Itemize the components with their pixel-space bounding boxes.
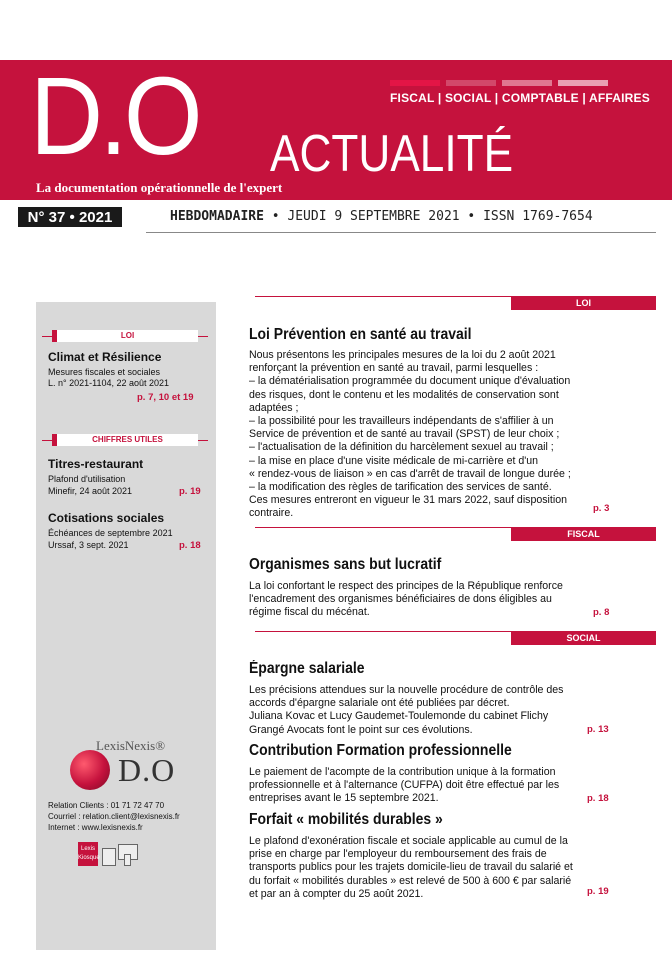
contact-phone: Relation Clients : 01 71 72 47 70 — [48, 801, 165, 810]
page-ref[interactable]: p. 13 — [587, 724, 609, 735]
tick — [558, 80, 608, 86]
sidebar-item-title[interactable]: Climat et Résilience — [48, 350, 162, 364]
section-label: LOI — [511, 296, 656, 310]
logo-do: D.O — [30, 55, 199, 178]
article-title[interactable]: Forfait « mobilités durables » — [249, 811, 443, 828]
tick — [502, 80, 552, 86]
sidebar-page-ref[interactable]: p. 19 — [179, 486, 201, 497]
body-line: régime fiscal du mécénat. — [249, 606, 370, 619]
page-ref[interactable]: p. 18 — [587, 793, 609, 804]
body-line: et par an à compter du 25 août 2021. — [249, 887, 424, 900]
article-body — [249, 684, 574, 737]
tablet-icon — [102, 848, 116, 866]
sidebar-item-title[interactable]: Titres-restaurant — [48, 457, 144, 471]
sidebar-item-desc: Plafond d'utilisation — [48, 474, 126, 484]
body-line: du forfait « mobilités durables » est relevé de 500 à 600 € par salarié — [249, 874, 572, 887]
lexisnexis-wordmark: LexisNexis® — [96, 738, 166, 753]
body-line: – la modification des règles de tarification des services de santé. — [249, 481, 552, 494]
body-line: Juliana Kovac et Lucy Gaudemet-Toulemonde du cabinet Flichy — [249, 710, 549, 723]
sidebar-page-ref[interactable]: p. 18 — [179, 540, 201, 551]
body-line: des risques, dont le contenu et les modalités de conservation sont — [249, 388, 559, 401]
article-title[interactable]: Contribution Formation professionnelle — [249, 742, 512, 759]
article-body — [249, 766, 574, 806]
sidebar-item-desc: Échéances de septembre 2021 — [48, 528, 173, 538]
body-line: – l'actualisation de la définition du harcèlement sexuel au travail ; — [249, 441, 554, 454]
body-line: – la dématérialisation programmée du document unique d'évaluation — [249, 375, 571, 388]
tick — [390, 80, 440, 86]
sidebar-tag-chiffres: CHIFFRES UTILES — [52, 434, 198, 446]
body-line: professionnelle et à l'alternance (CUFPA) doit être effectué par les — [249, 779, 560, 792]
body-line: Nous présentons les principales mesures de la loi du 2 août 2021 — [249, 349, 556, 361]
section-label: SOCIAL — [511, 631, 656, 645]
article-title[interactable]: Loi Prévention en santé au travail — [249, 326, 472, 343]
sidebar-page-ref[interactable]: p. 7, 10 et 19 — [137, 392, 194, 403]
body-line: – la possibilité pour les travailleurs indépendants de s'affilier à un — [249, 415, 554, 428]
lexis-kiosque-badge: Lexis Kiosque — [78, 842, 98, 866]
body-line: adaptées ; — [249, 401, 299, 414]
section-label: FISCAL — [511, 527, 656, 541]
header-divider — [146, 232, 656, 233]
body-line: contraire. — [249, 507, 294, 520]
body-line: – la mise en place d'une visite médicale de mi-carrière et d'un — [249, 454, 539, 467]
body-line: transports publics pour les trajets domicile-lieu de travail du salarié et — [249, 861, 573, 874]
issue-date: JEUDI 9 SEPTEMBRE 2021 — [287, 209, 460, 224]
article-body — [249, 349, 574, 521]
body-line: prise en charge par l'employeur du remboursement des frais de — [249, 848, 547, 861]
separator-dot: • — [467, 209, 484, 224]
issn: ISSN 1769-7654 — [483, 209, 593, 224]
body-line: entreprises avant le 15 septembre 2021. — [249, 792, 439, 805]
tick — [446, 80, 496, 86]
lexisnexis-logo — [66, 738, 200, 788]
body-line: Le paiement de l'acompte de la contribution unique à la formation — [249, 766, 556, 778]
article-title[interactable]: Épargne salariale — [249, 660, 365, 677]
issue-number: N° 37 • 2021 — [18, 207, 122, 227]
body-line: accords d'épargne salariale ont été publiées par décret. — [249, 697, 510, 710]
body-line: Grangé Avocats font le point sur ces évolutions. — [249, 723, 473, 736]
body-line: renforçant la prévention en santé au travail, parmi lesquelles : — [249, 362, 539, 375]
article-title[interactable]: Organismes sans but lucratif — [249, 556, 442, 573]
devices-icon — [102, 844, 138, 866]
body-line: Les précisions attendues sur la nouvelle procédure de contrôle des — [249, 684, 564, 696]
sidebar-item-title[interactable]: Cotisations sociales — [48, 511, 165, 525]
section-bar-fiscal — [255, 527, 656, 541]
sidebar-item-desc: Mesures fiscales et sociales — [48, 367, 161, 377]
globe-icon — [70, 750, 110, 790]
brand-color-ticks — [390, 80, 608, 86]
section-bar-social — [255, 631, 656, 645]
publication-info — [170, 209, 593, 224]
frequency: HEBDOMADAIRE — [170, 209, 264, 224]
body-line: « rendez-vous de liaison » en cas d'arrêt de travail de longue durée ; — [249, 467, 571, 480]
body-line: La loi confortant le respect des principes de la République renforce — [249, 580, 563, 592]
masthead-subtitle: La documentation opérationnelle de l'expert — [36, 180, 283, 195]
logo-actualite: ACTUALITÉ — [270, 125, 514, 183]
page-ref[interactable]: p. 8 — [593, 607, 610, 618]
do-wordmark: D.O — [118, 752, 176, 788]
page-ref[interactable]: p. 19 — [587, 886, 609, 897]
sidebar-item-ref: Urssaf, 3 sept. 2021 — [48, 540, 129, 550]
body-line: l'encadrement des organismes bénéficiaires de dons éligibles au — [249, 593, 552, 606]
body-line: Service de prévention et de santé au travail (SPST) de leur choix ; — [249, 428, 560, 441]
section-tagline: FISCAL | SOCIAL | COMPTABLE | AFFAIRES — [390, 91, 650, 105]
separator-dot: • — [271, 209, 288, 224]
article-body — [249, 580, 574, 620]
article-body — [249, 835, 574, 901]
phone-icon — [124, 854, 131, 866]
body-line: Le plafond d'exonération fiscale et sociale applicable au cumul de la — [249, 835, 568, 847]
sidebar-tag-loi: LOI — [52, 330, 198, 342]
section-bar-loi — [255, 296, 656, 310]
sidebar-item-ref: Minefir, 24 août 2021 — [48, 486, 133, 496]
contact-website[interactable]: Internet : www.lexisnexis.fr — [48, 823, 143, 832]
sidebar-item-ref: L. n° 2021-1104, 22 août 2021 — [48, 378, 170, 388]
page-ref[interactable]: p. 3 — [593, 503, 610, 514]
contact-email[interactable]: Courriel : relation.client@lexisnexis.fr — [48, 812, 180, 821]
body-line: Ces mesures entreront en vigueur le 31 mars 2022, sauf disposition — [249, 494, 567, 507]
